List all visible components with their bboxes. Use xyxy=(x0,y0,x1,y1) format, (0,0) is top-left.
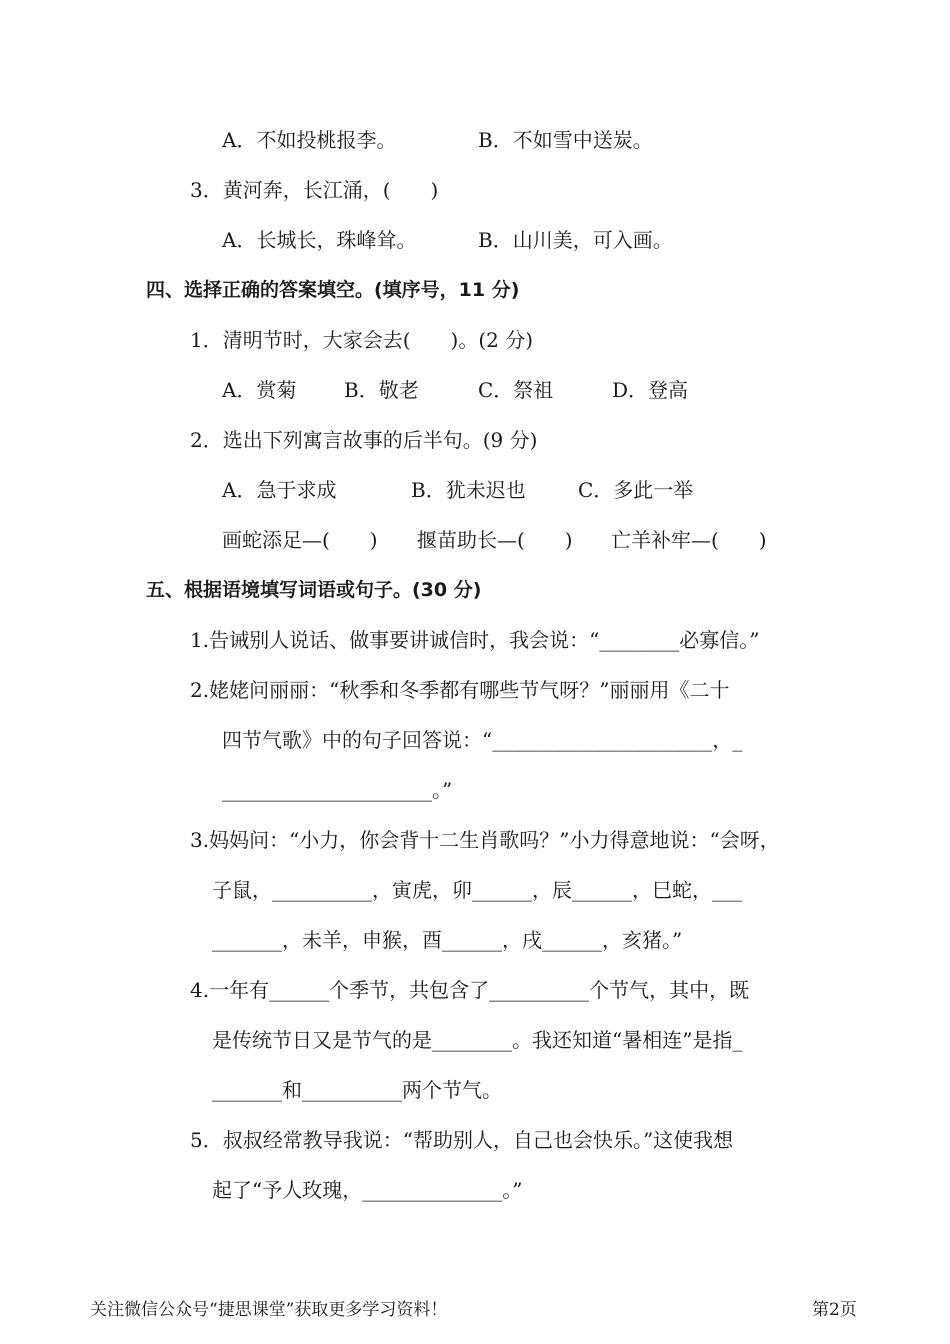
option-a: A．长城长，珠峰耸。 xyxy=(222,228,417,252)
option-a: A．赏菊 xyxy=(222,378,297,402)
option-b: B．敬老 xyxy=(344,378,419,402)
question-text: 2．选出下列寓言故事的后半句。(9 分) xyxy=(190,428,538,452)
option-a: A．急于求成 xyxy=(222,478,337,502)
footer-promo: 关注微信公众号“捷思课堂”获取更多学习资料！ xyxy=(90,1300,448,1320)
option-c: C．祭祖 xyxy=(478,378,554,402)
option-c: C．多此一举 xyxy=(578,478,694,502)
idiom-blank-3[interactable]: 亡羊补牢—( ) xyxy=(611,528,767,552)
idiom-blank-1[interactable]: 画蛇添足—( ) xyxy=(222,528,378,552)
option-d: D．登高 xyxy=(612,378,689,402)
page-number: 第2页 xyxy=(812,1300,857,1320)
worksheet-page: A．不如投桃报李。 B．不如雪中送炭。 3．黄河奔，长江涌，( ) A．长城长，珠峰耸。 B．山川美，可入画。 四、选择正确的答案填空。(填序号，11 分) 1．清明节时，大家会去( )。(2 分) A．赏菊 B．敬老 C．祭祖 D．登高 2．选出下列寓言故事的后半句。(9 分) A．急于求成 B．犹未迟也 C．多此一举 画蛇添足—( ) 揠苗助长—( ) 亡羊补牢—( ) 五、根据语境填写词语或句子。(30 分) 1.告诫别人说话、做事要讲诚信时，我会说：“________必寡信。” 2.姥姥问丽丽：“秋季和冬季都有哪些节气呀？”丽丽用《二十 四节气歌》中的句子回答说：“______________________，_ _____________________。” 3.妈妈问：“小力，你会背十二生肖歌吗？”小力得意地说：“会呀， 子鼠，__________，寅虎，卯______，辰______，巳蛇，___ _______，未羊，申猴，酉______，戌______，亥猪。” 4.一年有______个季节，共包含了__________个节气，其中，既 是传统节日又是节气的是________。我还知道“暑相连”是指_ _______和__________两个节气。 5．叔叔经常教导我说：“帮助别人，自己也会快乐。”这使我想 起了“予人玫瑰，______________。” 关注微信公众号“捷思课堂”获取更多学习资料！ 第2页 xyxy=(90,128,857,1320)
option-b: B．犹未迟也 xyxy=(411,478,526,502)
question-text: 3．黄河奔，长江涌，( ) xyxy=(190,178,439,202)
question-text: 1．清明节时，大家会去( )。(2 分) xyxy=(190,328,534,352)
idiom-blank-2[interactable]: 揠苗助长—( ) xyxy=(417,528,573,552)
option-b: B．山川美，可入画。 xyxy=(478,228,673,252)
option-b: B．不如雪中送炭。 xyxy=(478,128,653,152)
option-a: A．不如投桃报李。 xyxy=(222,128,397,152)
